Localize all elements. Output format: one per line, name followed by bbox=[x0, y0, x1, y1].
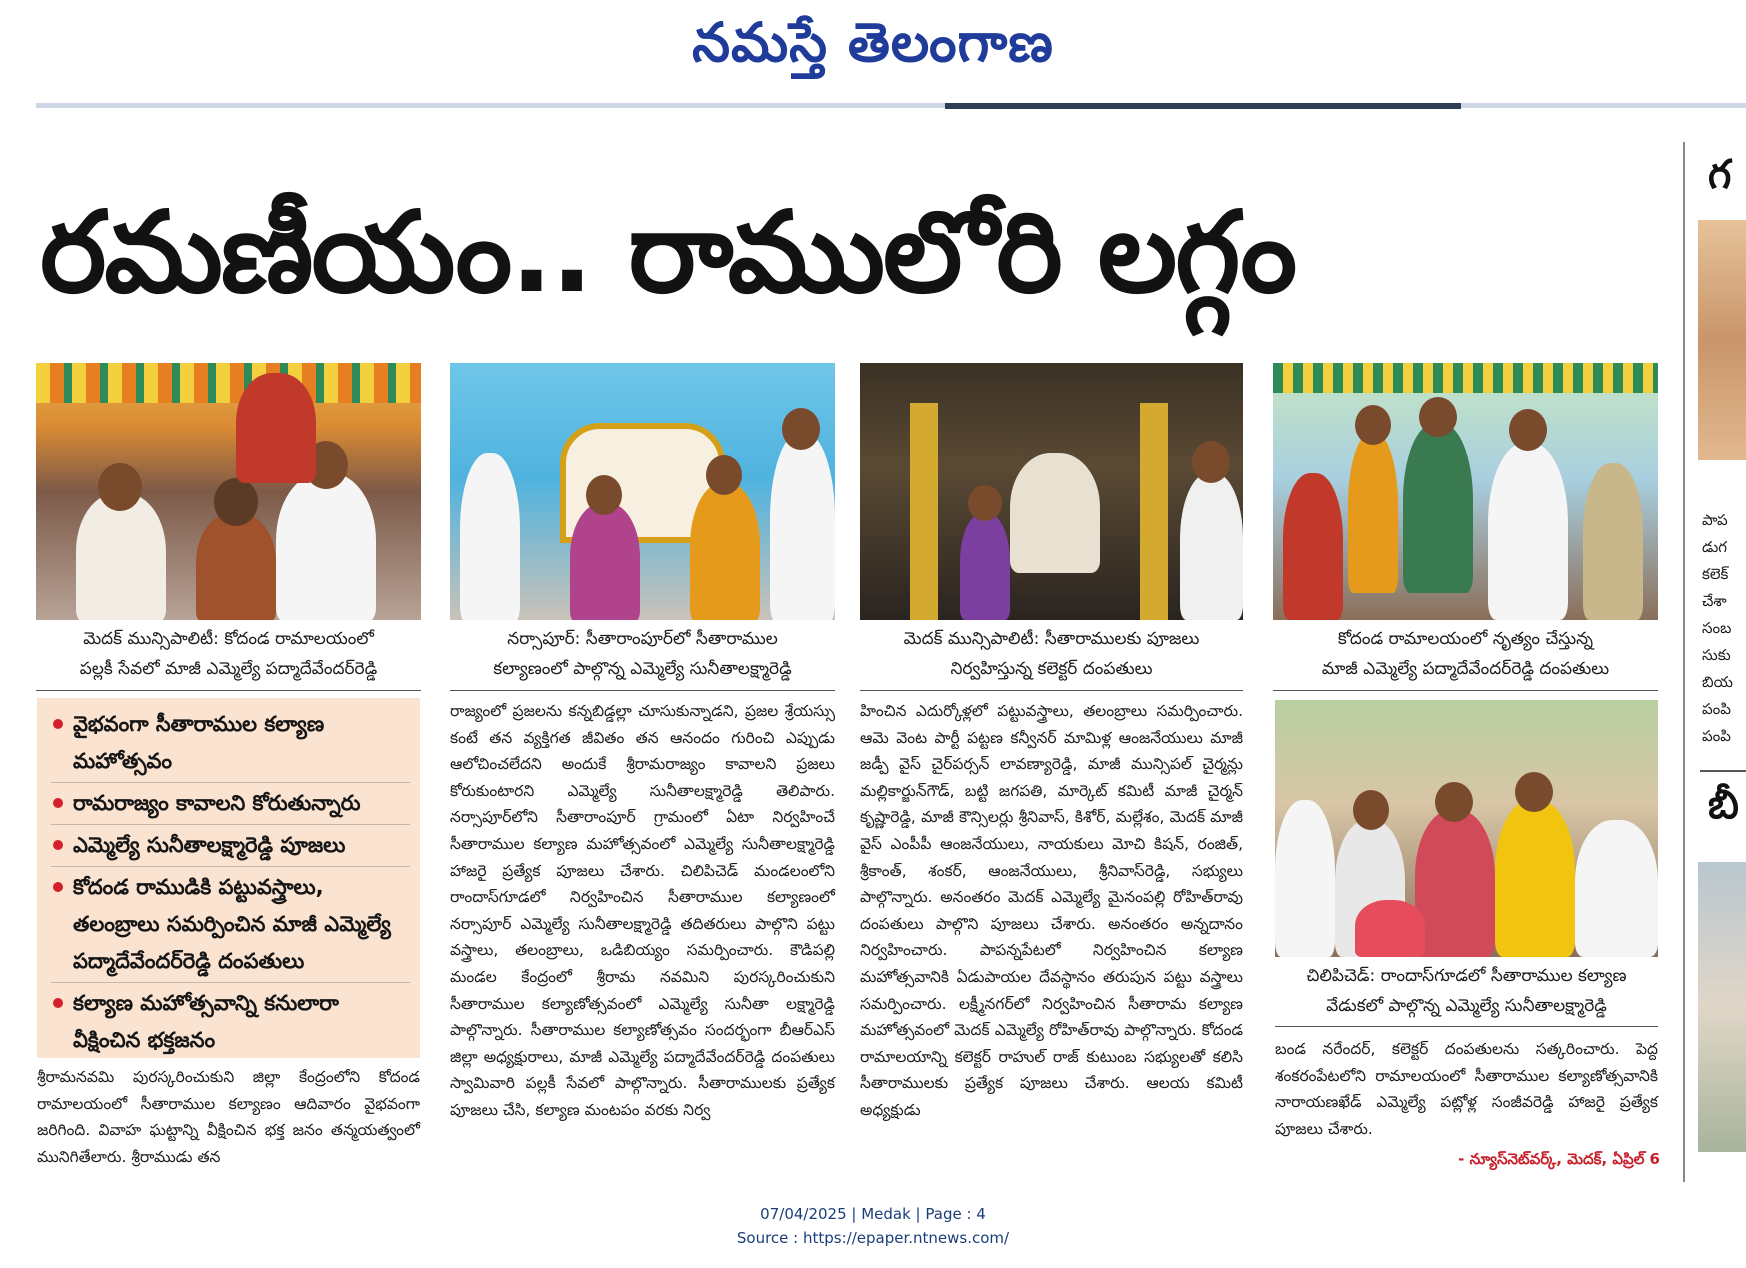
article-column-1: శ్రీరామనవమి పురస్కరించుకుని జిల్లా కేంద్రంలోని కోదండ రామాలయంలో సీతారాముల కల్యాణం ఆదివారం వైభవంగా జరిగింది. వివాహ ఘట్టాన్ని వీక్షించిన భక్త జనం తన్మయత్వంలో మునిగితేలారు. శ్రీరాముడు తన bbox=[37, 1068, 420, 1166]
masthead-rule-left bbox=[36, 103, 946, 108]
adjacent-headline-fragment: గ bbox=[1708, 152, 1732, 198]
adjacent-headline-fragment: బీ bbox=[1708, 782, 1739, 828]
adjacent-photo bbox=[1698, 862, 1746, 1152]
adjacent-text-line: పంపి bbox=[1702, 700, 1731, 718]
adjacent-text-line: పంపి bbox=[1702, 727, 1731, 745]
footer-source-line[interactable]: Source : https://epaper.ntnews.com/ bbox=[736, 1229, 1010, 1247]
adjacent-photo bbox=[1698, 220, 1746, 460]
photo-kalyanam-narsapur bbox=[450, 363, 835, 620]
adjacent-text-line: సుకు bbox=[1702, 646, 1731, 664]
caption-line: పల్లకీ సేవలో మాజీ ఎమ్మెల్యే పద్మాదేవేందర్‌రెడ్డి bbox=[79, 659, 378, 679]
adjacent-text-line: చేశా bbox=[1702, 592, 1727, 610]
highlights-box bbox=[37, 698, 420, 1058]
masthead-rule-right bbox=[1461, 103, 1746, 108]
bullet-icon bbox=[53, 882, 63, 892]
adjacent-rule bbox=[1700, 770, 1746, 772]
newspaper-logo: నమస్తే తెలంగాణ bbox=[692, 11, 1054, 74]
highlight-item bbox=[51, 785, 410, 825]
footer-date-line: 07/04/2025 | Medak | Page : 4 bbox=[760, 1205, 986, 1223]
caption-line: కల్యాణంలో పాల్గొన్న ఎమ్మెల్యే సునీతాలక్ష్మారెడ్డి bbox=[493, 659, 792, 679]
adjacent-text-line: డుగ bbox=[1702, 538, 1728, 556]
highlight-item bbox=[51, 869, 410, 983]
photo-ramdasguda bbox=[1275, 700, 1658, 957]
photo-caption bbox=[36, 624, 421, 684]
caption-rule bbox=[1273, 690, 1658, 691]
byline: - న్యూస్‌నెట్‌వర్క్, మెదక్, ఏప్రిల్ 6 bbox=[1458, 1150, 1660, 1168]
bullet-icon bbox=[53, 798, 63, 808]
highlight-item bbox=[51, 985, 410, 1061]
photo-caption bbox=[860, 624, 1243, 684]
caption-rule bbox=[450, 690, 835, 691]
caption-rule bbox=[36, 690, 421, 691]
bullet-icon bbox=[53, 998, 63, 1008]
highlight-item bbox=[51, 706, 410, 783]
caption-line: నిర్వహిస్తున్న కలెక్టర్ దంపతులు bbox=[950, 659, 1153, 679]
adjacent-article-strip bbox=[1690, 142, 1746, 1182]
caption-line: మెదక్ మున్సిపాలిటీ: సీతారాములకు పూజలు bbox=[903, 629, 1200, 649]
masthead-rule-accent bbox=[945, 103, 1461, 109]
caption-line: కోదండ రామాలయంలో నృత్యం చేస్తున్న bbox=[1337, 629, 1594, 649]
caption-line: మాజీ ఎమ్మెల్యే పద్మాదేవేందర్‌రెడ్డి దంపతులు bbox=[1321, 659, 1610, 679]
adjacent-text-line: కలెక్ bbox=[1702, 565, 1729, 583]
caption-line: నర్సాపూర్: సీతారాంపూర్‌లో సీతారాముల bbox=[507, 629, 778, 649]
adjacent-text-line: బియ bbox=[1702, 673, 1733, 691]
headline: రమణీయం.. రాములోరి లగ్గం bbox=[40, 188, 1296, 318]
adjacent-text-line: పాప bbox=[1702, 511, 1728, 529]
adjacent-text-line: సంబ bbox=[1702, 619, 1732, 637]
article-column-4: బండ నరేందర్, కలెక్టర్ దంపతులను సత్కరించారు. పెద్ద శంకరంపేటలోని రామాలయంలో సీతారాముల కల్యాణోత్సవానికి నారాయణఖేడ్ ఎమ్మెల్యే పట్లోళ్ల సంజీవరెడ్డి హాజరై ప్రత్యేక పూజలు చేశారు. bbox=[1275, 1040, 1658, 1138]
highlight-text: రామరాజ్యం కావాలని కోరుతున్నారు bbox=[73, 791, 361, 815]
highlight-text: వైభవంగా సీతారాముల కల్యాణ మహోత్సవం bbox=[73, 712, 325, 773]
photo-caption bbox=[1275, 961, 1658, 1021]
photo-palanquin-seva bbox=[36, 363, 421, 620]
highlight-text: ఎమ్మెల్యే సునీతాలక్ష్మారెడ్డి పూజలు bbox=[73, 833, 346, 857]
caption-line: మెదక్ మున్సిపాలిటీ: కోదండ రామాలయంలో bbox=[83, 629, 374, 649]
caption-line: వేడుకలో పాల్గొన్న ఎమ్మెల్యే సునీతాలక్ష్మారెడ్డి bbox=[1326, 996, 1607, 1016]
photo-caption bbox=[1273, 624, 1658, 684]
highlight-text: కల్యాణ మహోత్సవాన్ని కనులారా వీక్షించిన భక్తజనం bbox=[73, 991, 339, 1052]
article-column-2: రాజ్యంలో ప్రజలను కన్నబిడ్డల్లా చూసుకున్నాడని, ప్రజల శ్రేయస్సు కంటే తన వ్యక్తిగత జీవితం తన ఆనందం గురించి ఎప్పుడు ఆలోచించలేదని అందుకే శ్రీరామరాజ్యం కావాలని ప్రజలు కోరుకుంటారని ఎమ్మెల్యే సునీతాలక్ష్మారెడ్డి తెలిపారు. నర్సాపూర్‌లోని సీతారాంపూర్ గ్రామంలో ఏటా నిర్వహించే సీతారాముల కల్యాణ మహోత్సవంలో ఎమ్మెల్యే సునీతాలక్ష్మారెడ్డి హాజరై ప్రత్యేక పూజలు చేశారు. చిలిపిచెడ్ మండలంలోని రాందాస్‌గూడలో నిర్వహించిన సీతారాముల కల్యాణంలో నర్సాపూర్ ఎమ్మెల్యే సునీతాలక్ష్మారెడ్డి తదితరులు పాల్గొని పట్టు వస్త్రాలు, తలంబ్రాలు, ఒడిబియ్యం సమర్పించారు. కౌడిపల్లి మండల కేంద్రంలో శ్రీరామ నవమిని పురస్కరించుకుని సీతారాముల కల్యాణోత్సవంలో ఎమ్మెల్యే సునీతా లక్ష్మారెడ్డి పాల్గొన్నారు. సీతారాముల కల్యాణోత్సవం సందర్భంగా బీఆర్‌ఎస్ జిల్లా అధ్యక్షురాలు, మాజీ ఎమ్మెల్యే పద్మాదేవేందర్‌రెడ్డి దంపతులు స్వామివారి పల్లకీ సేవలో పాల్గొన్నారు. సీతారాములకు ప్రత్యేక పూజలు చేసి, కల్యాణ మంటపం వరకు నిర్వ bbox=[450, 702, 835, 1119]
highlight-item bbox=[51, 827, 410, 867]
photo-caption bbox=[450, 624, 835, 684]
bullet-icon bbox=[53, 719, 63, 729]
highlight-text: కోదండ రాముడికి పట్టువస్త్రాలు, తలంబ్రాలు సమర్పించిన మాజీ ఎమ్మెల్యే పద్మాదేవేందర్‌రెడ్డి దంపతులు bbox=[73, 875, 391, 973]
column-divider bbox=[1683, 142, 1685, 1182]
photo-collector-puja bbox=[860, 363, 1243, 620]
bullet-icon bbox=[53, 840, 63, 850]
photo-dance-kodanda bbox=[1273, 363, 1658, 620]
caption-line: చిలిపిచెడ్: రాందాస్‌గూడలో సీతారాముల కల్యాణ bbox=[1306, 966, 1627, 986]
masthead bbox=[0, 8, 1746, 78]
article-column-3: హించిన ఎదుర్కోళ్లలో పట్టువస్త్రాలు, తలంబ్రాలు సమర్పించారు. ఆమె వెంట పార్టీ పట్టణ కన్వీనర్ మామిళ్ల ఆంజనేయులు మాజీ జడ్పీ వైస్ చైర్‌పర్సన్ లావణ్యారెడ్డి, మాజీ మున్సిపల్ చైర్మన్లు మల్లికార్జున్‌గౌడ్, బట్టి జగపతి, మార్కెట్ కమిటీ మాజీ చైర్మన్ కృష్ణారెడ్డి, మాజీ కౌన్సిలర్లు శ్రీనివాస్, కిశోర్, మల్లేశం, మెదక్ మాజీ వైస్ ఎంపీపీ ఆంజనేయులు, నాయకులు మోచి కిషన్, రంజిత్, శ్రీకాంత్, శంకర్, ఆంజనేయులు, శ్రీనివాస్‌రెడ్డి, సభ్యులు పాల్గొన్నారు. అనంతరం మెదక్ ఎమ్మెల్యే మైనంపల్లి రోహిత్‌రావు దంపతులు పాల్గొని పూజలు చేశారు. అనంతరం అన్నదానం నిర్వహించారు. పాపన్నపేటలో నిర్వహించిన కల్యాణ మహోత్సవానికి ఏడుపాయల దేవస్థానం తరుపున పట్టు వస్త్రాలు సమర్పించారు. లక్ష్మీనగర్‌లో నిర్వహించిన సీతారామ కల్యాణ మహోత్సవంలో మెదక్ ఎమ్మెల్యే రోహిత్‌రావు పాల్గొన్నారు. కోదండ రామాలయాన్ని కలెక్టర్ రాహుల్ రాజ్ కుటుంబ సభ్యులతో కలిసి సీతారాములకు ప్రత్యేక పూజలు చేశారు. ఆలయ కమిటీ అధ్యక్షుడు bbox=[860, 702, 1243, 1119]
caption-rule bbox=[860, 690, 1243, 691]
caption-rule bbox=[1275, 1026, 1658, 1027]
